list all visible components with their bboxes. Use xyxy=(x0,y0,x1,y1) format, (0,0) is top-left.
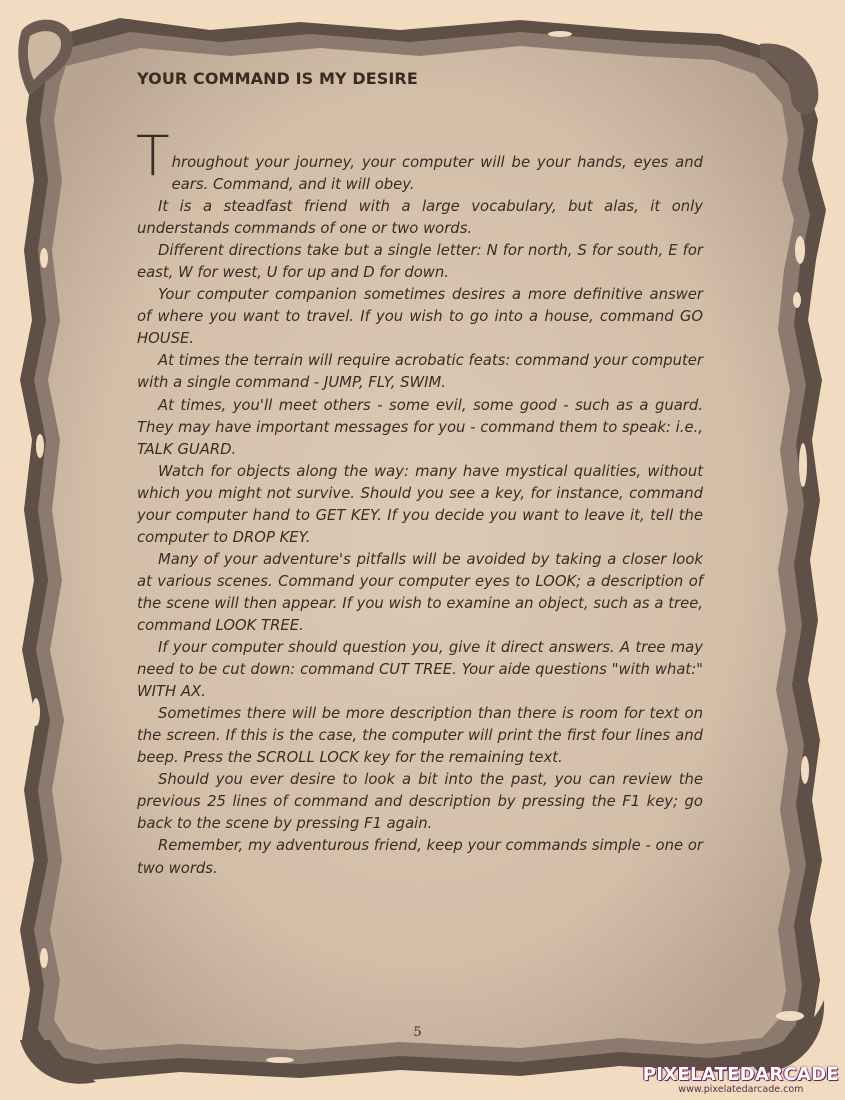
paragraph-7: Watch for objects along the way: many have mystical qualities, without which you might not survive. Should you see a key, for instance, command your computer hand to GET KEY. If you decide you want to leave it, tell the computer to DROP KEY. xyxy=(137,462,703,546)
body-text xyxy=(136,124,703,880)
paragraph-9: If your computer should question you, give it direct answers. A tree may need to be cut down: command CUT TREE. Your aide questions "with what:" WITH AX. xyxy=(137,639,703,701)
paragraph-12: Remember, my adventurous friend, keep your commands simple - one or two words. xyxy=(137,837,703,877)
paragraph-1: Throughout your journey, your computer will be your hands, eyes and ears. Command, and it will obey. xyxy=(136,124,703,194)
watermark xyxy=(643,1064,839,1095)
paragraph-8: Many of your adventure's pitfalls will be avoided by taking a closer look at various scenes. Command your computer eyes to LOOK; a description of the scene will then appear. If you wish to examine an object, such as a tree, command LOOK TREE. xyxy=(137,550,703,634)
watermark-url: www.pixelatedarcade.com xyxy=(678,1084,804,1095)
paragraph-2: It is a steadfast friend with a large vocabulary, but alas, it only understands commands of one or two words. xyxy=(137,198,703,238)
section-heading: YOUR COMMAND IS MY DESIRE xyxy=(137,69,418,88)
drop-cap-letter: T xyxy=(136,124,170,188)
page-number: 5 xyxy=(413,1025,422,1040)
paragraph-10: Sometimes there will be more description than there is room for text on the screen. If this is the case, the computer will print the first four lines and beep. Press the SCROLL LOCK key for the remaining text. xyxy=(137,705,703,767)
paragraph-4: Your computer companion sometimes desires a more definitive answer of where you want to travel. If you wish to go into a house, command GO HOUSE. xyxy=(137,286,703,348)
paragraph-3: Different directions take but a single letter: N for north, S for south, E for east, W for west, U for up and D for down. xyxy=(137,242,703,282)
paragraph-5: At times the terrain will require acrobatic feats: command your computer with a single command - JUMP, FLY, SWIM. xyxy=(137,352,703,392)
paragraph-6: At times, you'll meet others - some evil, some good - such as a guard. They may have important messages for you - command them to speak: i.e., TALK GUARD. xyxy=(137,396,703,458)
watermark-brand: PIXELATEDARCADE xyxy=(642,1064,839,1085)
paragraph-11: Should you ever desire to look a bit into the past, you can review the previous 25 lines of command and description by pressing the F1 key; go back to the scene by pressing F1 again. xyxy=(137,771,703,833)
